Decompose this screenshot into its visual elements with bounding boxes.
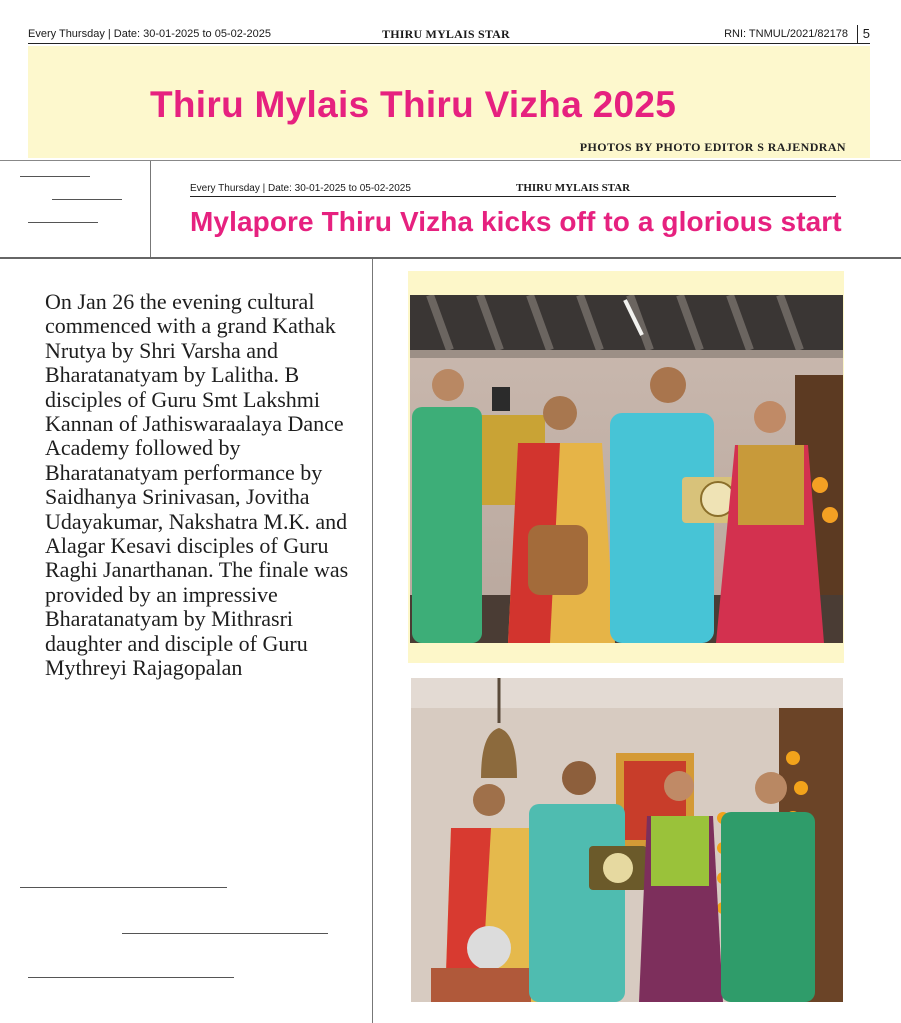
banner-title: Thiru Mylais Thiru Vizha 2025 [150,84,677,125]
deco-line [28,222,98,223]
inner-paper-name: THIRU MYLAIS STAR [516,182,631,194]
photo-credit: PHOTOS BY PHOTO EDITOR S RAJENDRAN [579,140,846,154]
event-photo-bottom [411,678,843,1002]
event-photo-top [410,295,843,643]
deco-line [52,199,122,200]
masthead-bar [28,26,870,44]
article-headline: Mylapore Thiru Vizha kicks off to a glorious start [190,206,842,237]
deco-line [28,977,234,978]
deco-line [20,176,90,177]
event-photo-top-image [410,295,843,643]
article-body: On Jan 26 the evening cultural commenced with a grand Kathak Nrutya by Shri Varsha and Bharatanatyam by Lalitha. B disciples of Guru Smt Lakshmi Kannan of Jathiswaraalaya Dance Academy followed by Bharatanatyam performance by Saidhanya Srinivasan, Jovitha Udayakumar, Nakshatra M.K. and Alagar Kesavi disciples of Guru Raghi Janarthanan. The finale was provided by an impressive Bharatanatyam by Mithrasri daughter and disciple of Guru Mythreyi Rajagopalan [45,289,349,681]
page-number: 5 [857,25,870,43]
divider-header [0,257,901,259]
event-photo-bottom-image [411,678,843,1002]
deco-line [122,933,328,934]
inner-masthead [190,182,836,197]
divider-top [0,160,901,161]
edition-date: Every Thursday | Date: 30-01-2025 to 05-02-2025 [28,28,271,40]
body-column-divider [372,259,373,1023]
page-banner [28,46,870,158]
header-column-divider [150,161,151,257]
paper-name: THIRU MYLAIS STAR [382,27,510,41]
deco-line [20,887,227,888]
rni-number: RNI: TNMUL/2021/82178 [724,28,848,40]
inner-edition-date: Every Thursday | Date: 30-01-2025 to 05-02-2025 [190,183,411,194]
